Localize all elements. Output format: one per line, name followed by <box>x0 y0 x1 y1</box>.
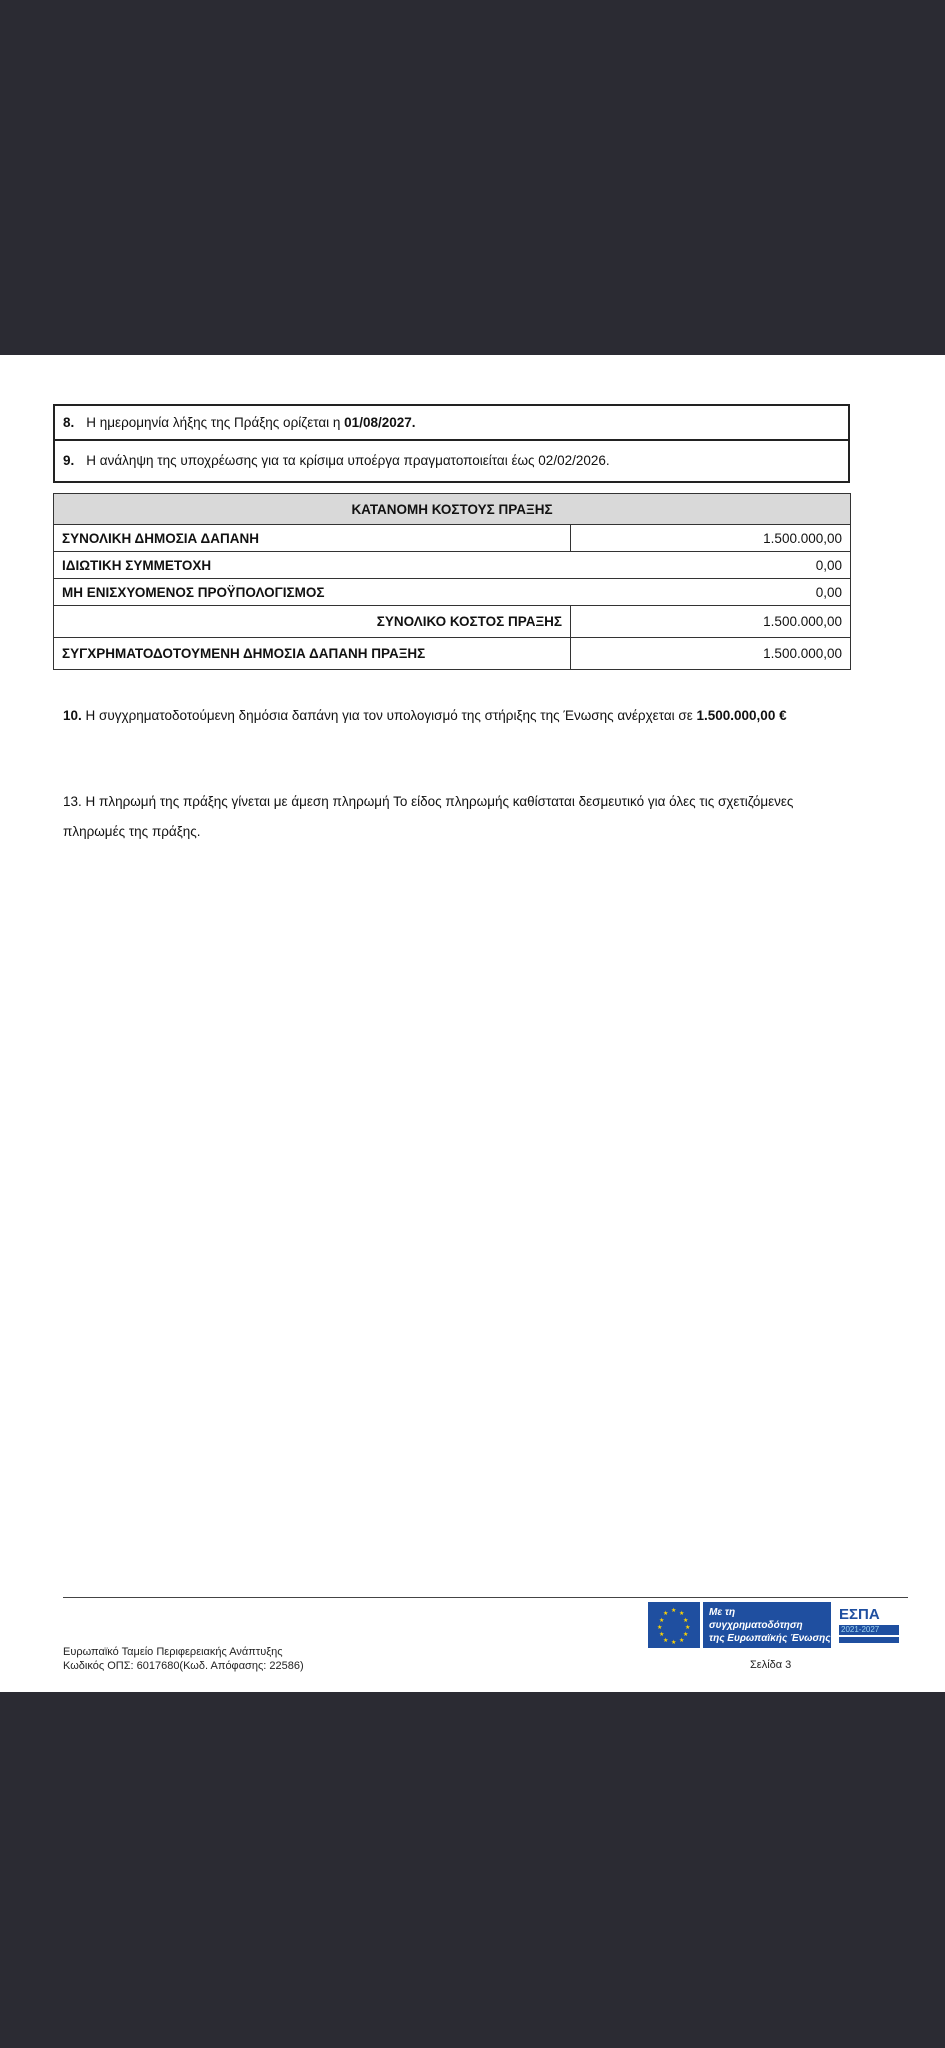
row-value: 0,00 <box>571 552 851 579</box>
footer-fund: Ευρωπαϊκό Ταμείο Περιφερειακής Ανάπτυξης <box>63 1646 283 1658</box>
item-8 <box>55 406 848 439</box>
eu-flag-icon: ★ ★ ★ ★ ★ ★ ★ ★ ★ ★ ★ ★ <box>648 1602 700 1648</box>
eu-banner-text <box>703 1602 831 1648</box>
row-value: 1.500.000,00 <box>571 525 851 552</box>
document-page <box>0 355 945 1692</box>
row-label: ΣΥΝΟΛΙΚΗ ΔΗΜΟΣΙΑ ΔΑΠΑΝΗ <box>54 525 571 552</box>
table-header: ΚΑΤΑΝΟΜΗ ΚΟΣΤΟΥΣ ΠΡΑΞΗΣ <box>54 494 851 525</box>
item-number: 9. <box>63 453 75 468</box>
items-box <box>53 404 850 483</box>
row-label: ΙΔΙΩΤΙΚΗ ΣΥΜΜΕΤΟΧΗ <box>54 552 571 579</box>
item-text: Η ημερομηνία λήξης της Πράξης ορίζεται η <box>86 415 345 430</box>
table-row <box>54 525 851 552</box>
row-value: 1.500.000,00 <box>571 638 851 670</box>
item-9 <box>55 439 848 481</box>
paragraph-text: Η συγχρηματοδοτούμενη δημόσια δαπάνη για τον υπολογισμό της στήριξης της Ένωσης ανέρχεται σε <box>81 708 697 723</box>
banner-line-1: Με τη συγχρηματοδότηση <box>709 1606 803 1631</box>
paragraph-13: 13. Η πληρωμή της πράξης γίνεται με άμεση πληρωμή Το είδος πληρωμής καθίσταται δεσμευτικό για όλες τις σχετιζόμενες πληρωμές της πράξης. <box>63 794 794 839</box>
footer-text <box>63 1645 304 1673</box>
espa-bar <box>839 1637 899 1643</box>
row-label: ΜΗ ΕΝΙΣΧΥΟΜΕΝΟΣ ΠΡΟΫΠΟΛΟΓΙΣΜΟΣ <box>54 579 571 606</box>
row-value: 1.500.000,00 <box>571 606 851 638</box>
table-row <box>54 552 851 579</box>
table-row <box>54 579 851 606</box>
table-row <box>54 638 851 670</box>
espa-logo <box>839 1602 899 1648</box>
table-row-total <box>54 606 851 638</box>
banner-line-2: της Ευρωπαϊκής Ένωσης <box>709 1632 831 1644</box>
espa-title: ΕΣΠΑ <box>839 1606 880 1623</box>
row-value: 0,00 <box>571 579 851 606</box>
page-number: Σελίδα 3 <box>750 1659 792 1671</box>
paragraph-10 <box>63 703 853 729</box>
eu-cofunding-banner <box>648 1600 908 1650</box>
espa-years: 2021-2027 <box>839 1625 899 1635</box>
footer-divider <box>63 1597 908 1598</box>
cost-table <box>53 493 851 670</box>
paragraph-suffix: € <box>775 708 787 723</box>
footer-code: Κωδικός ΟΠΣ: 6017680(Κωδ. Απόφασης: 22586) <box>63 1660 304 1672</box>
table-header-row <box>54 494 851 525</box>
paragraph-number: 10. <box>63 708 82 723</box>
item-date: 01/08/2027. <box>344 415 416 430</box>
item-text: Η ανάληψη της υποχρέωσης για τα κρίσιμα υποέργα πραγματοποιείται έως 02/02/2026. <box>86 453 610 468</box>
item-number: 8. <box>63 415 75 430</box>
row-label: ΣΥΝΟΛΙΚΟ ΚΟΣΤΟΣ ΠΡΑΞΗΣ <box>54 606 571 638</box>
paragraph-amount: 1.500.000,00 <box>696 708 776 723</box>
row-label: ΣΥΓΧΡΗΜΑΤΟΔΟΤΟΥΜΕΝΗ ΔΗΜΟΣΙΑ ΔΑΠΑΝΗ ΠΡΑΞΗΣ <box>54 638 571 670</box>
